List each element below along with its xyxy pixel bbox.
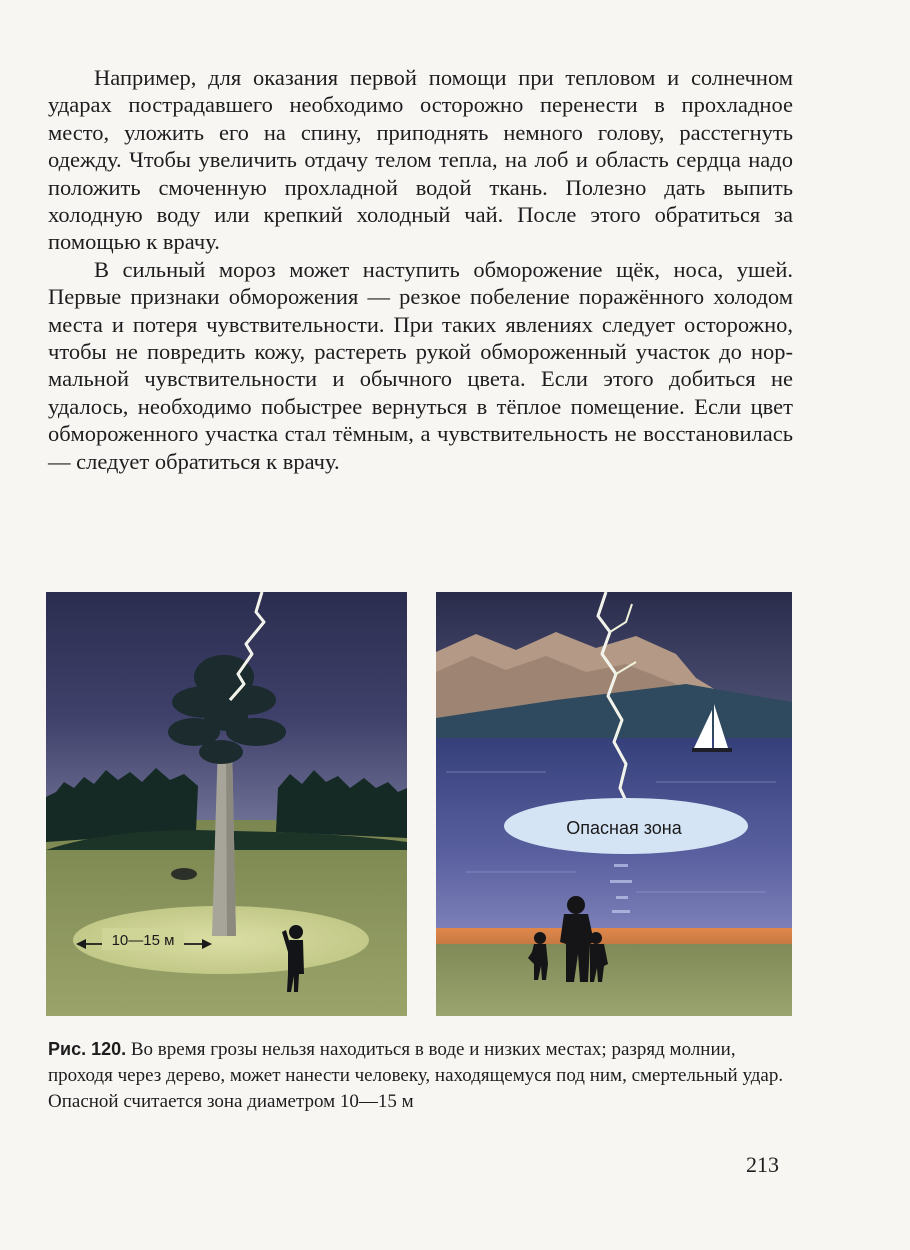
bird-nest	[171, 868, 197, 880]
page-number: 213	[746, 1152, 779, 1177]
beach	[436, 944, 792, 1016]
danger-zone-label: Опасная зона	[566, 818, 682, 838]
figure-caption-text: Во время грозы нельзя находиться в воде и низких местах; разряд молнии, проходя через дерево, может нанести человеку, находящемуся под ним, смертельный удар. Опасной считается зона диаметром 10—15 м	[48, 1039, 784, 1112]
lake-lightning-illustration	[436, 592, 792, 1016]
figure-caption-label: Рис. 120.	[48, 1039, 127, 1059]
distance-label: 10—15 м	[111, 932, 175, 949]
paragraph-frostbite: В сильный мороз может наступить обморожение щёк, носа, ушей. Первые признаки обморожения — резкое побеление поражённого холодом места и потеря чувствительности. При таких явлениях следует осторожно, чтобы не повредить кожу, растереть рукой обмороженный участок до нормальной чувствительности и обычного цвета. Если этого добиться не удалось, необходимо побыстрее вернуться в тёплое помещение. Если цвет обмороженного участка стал тёмным, а чувствительность не восстановилась — следует обратиться к врачу.	[48, 256, 793, 474]
tree-lightning-illustration	[46, 592, 407, 1016]
figure-120	[46, 592, 792, 1016]
figure-caption	[48, 1036, 793, 1115]
paragraph-heat-stroke: Например, для оказания первой помощи при тепловом и солнечном ударах пострадавшего необходимо осторожно перенести в прохладное место, уложить его на спину, приподнять немного голову, расстегнуть одежду. Чтобы увеличить отдачу телом тепла, на лоб и область сердца надо положить смоченную прохладной водой ткань. Полезно дать выпить холодную воду или крепкий холодный чай. После этого обратиться за помощью к врачу.	[48, 65, 793, 255]
body-text	[48, 64, 793, 475]
